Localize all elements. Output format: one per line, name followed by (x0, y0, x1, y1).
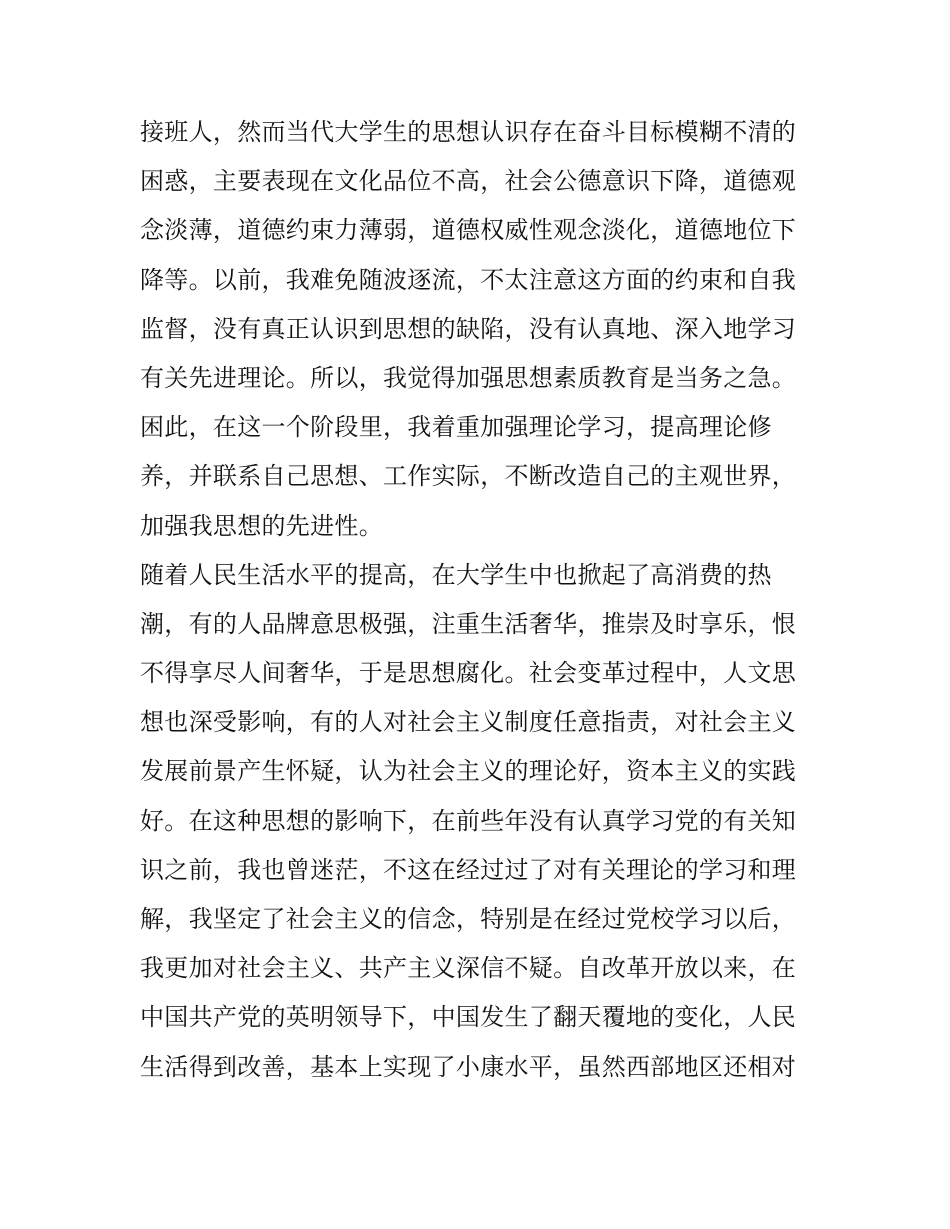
text-line-16: 识之前，我也曾迷茫，不这在经过过了对有关理论的学习和理 (140, 855, 797, 884)
text-line-17: 解，我坚定了社会主义的信念，特别是在经过党校学习以后， (140, 905, 797, 933)
text-line-2: 困惑，主要表现在文化品位不高，社会公德意识下降，道德观 (140, 167, 797, 196)
text-line-12: 不得享尽人间奢华，于是思想腐化。社会变革过程中，人文思 (140, 659, 797, 688)
text-line-7: 困此，在这一个阶段里，我着重加强理论学习，提高理论修 (140, 413, 772, 442)
body-text (140, 108, 820, 1092)
text-line-8: 养，并联系自己思想、工作实际，不断改造自己的主观世界， (140, 462, 797, 491)
text-line-10: 随着人民生活水平的提高，在大学生中也掀起了高消费的热 (140, 560, 772, 589)
text-line-9: 加强我思想的先进性。 (140, 511, 383, 540)
text-line-20: 生活得到改善，基本上实现了小康水平，虽然西部地区还相对 (140, 1052, 797, 1081)
text-line-14: 发展前景产生怀疑，认为社会主义的理论好，资本主义的实践 (140, 757, 797, 786)
text-line-5: 监督，没有真正认识到思想的缺陷，没有认真地、深入地学习 (140, 314, 797, 343)
text-line-4: 降等。以前，我难免随波逐流，不太注意这方面的约束和自我 (140, 265, 797, 294)
text-line-11: 潮，有的人品牌意思极强，注重生活奢华，推崇及时享乐，恨 (140, 609, 797, 638)
text-line-18: 我更加对社会主义、共产主义深信不疑。自改革开放以来，在 (140, 954, 797, 983)
text-line-6: 有关先进理论。所以，我觉得加强思想素质教育是当务之急。 (140, 363, 797, 392)
text-line-1: 接班人，然而当代大学生的思想认识存在奋斗目标模糊不清的 (140, 118, 797, 146)
text-line-15: 好。在这种思想的影响下，在前些年没有认真学习党的有关知 (140, 806, 797, 835)
text-line-3: 念淡薄，道德约束力薄弱，道德权威性观念淡化，道德地位下 (140, 216, 797, 245)
text-line-13: 想也深受影响，有的人对社会主义制度任意指责，对社会主义 (140, 708, 797, 737)
text-line-19: 中国共产党的英明领导下，中国发生了翻天覆地的变化，人民 (140, 1003, 797, 1032)
